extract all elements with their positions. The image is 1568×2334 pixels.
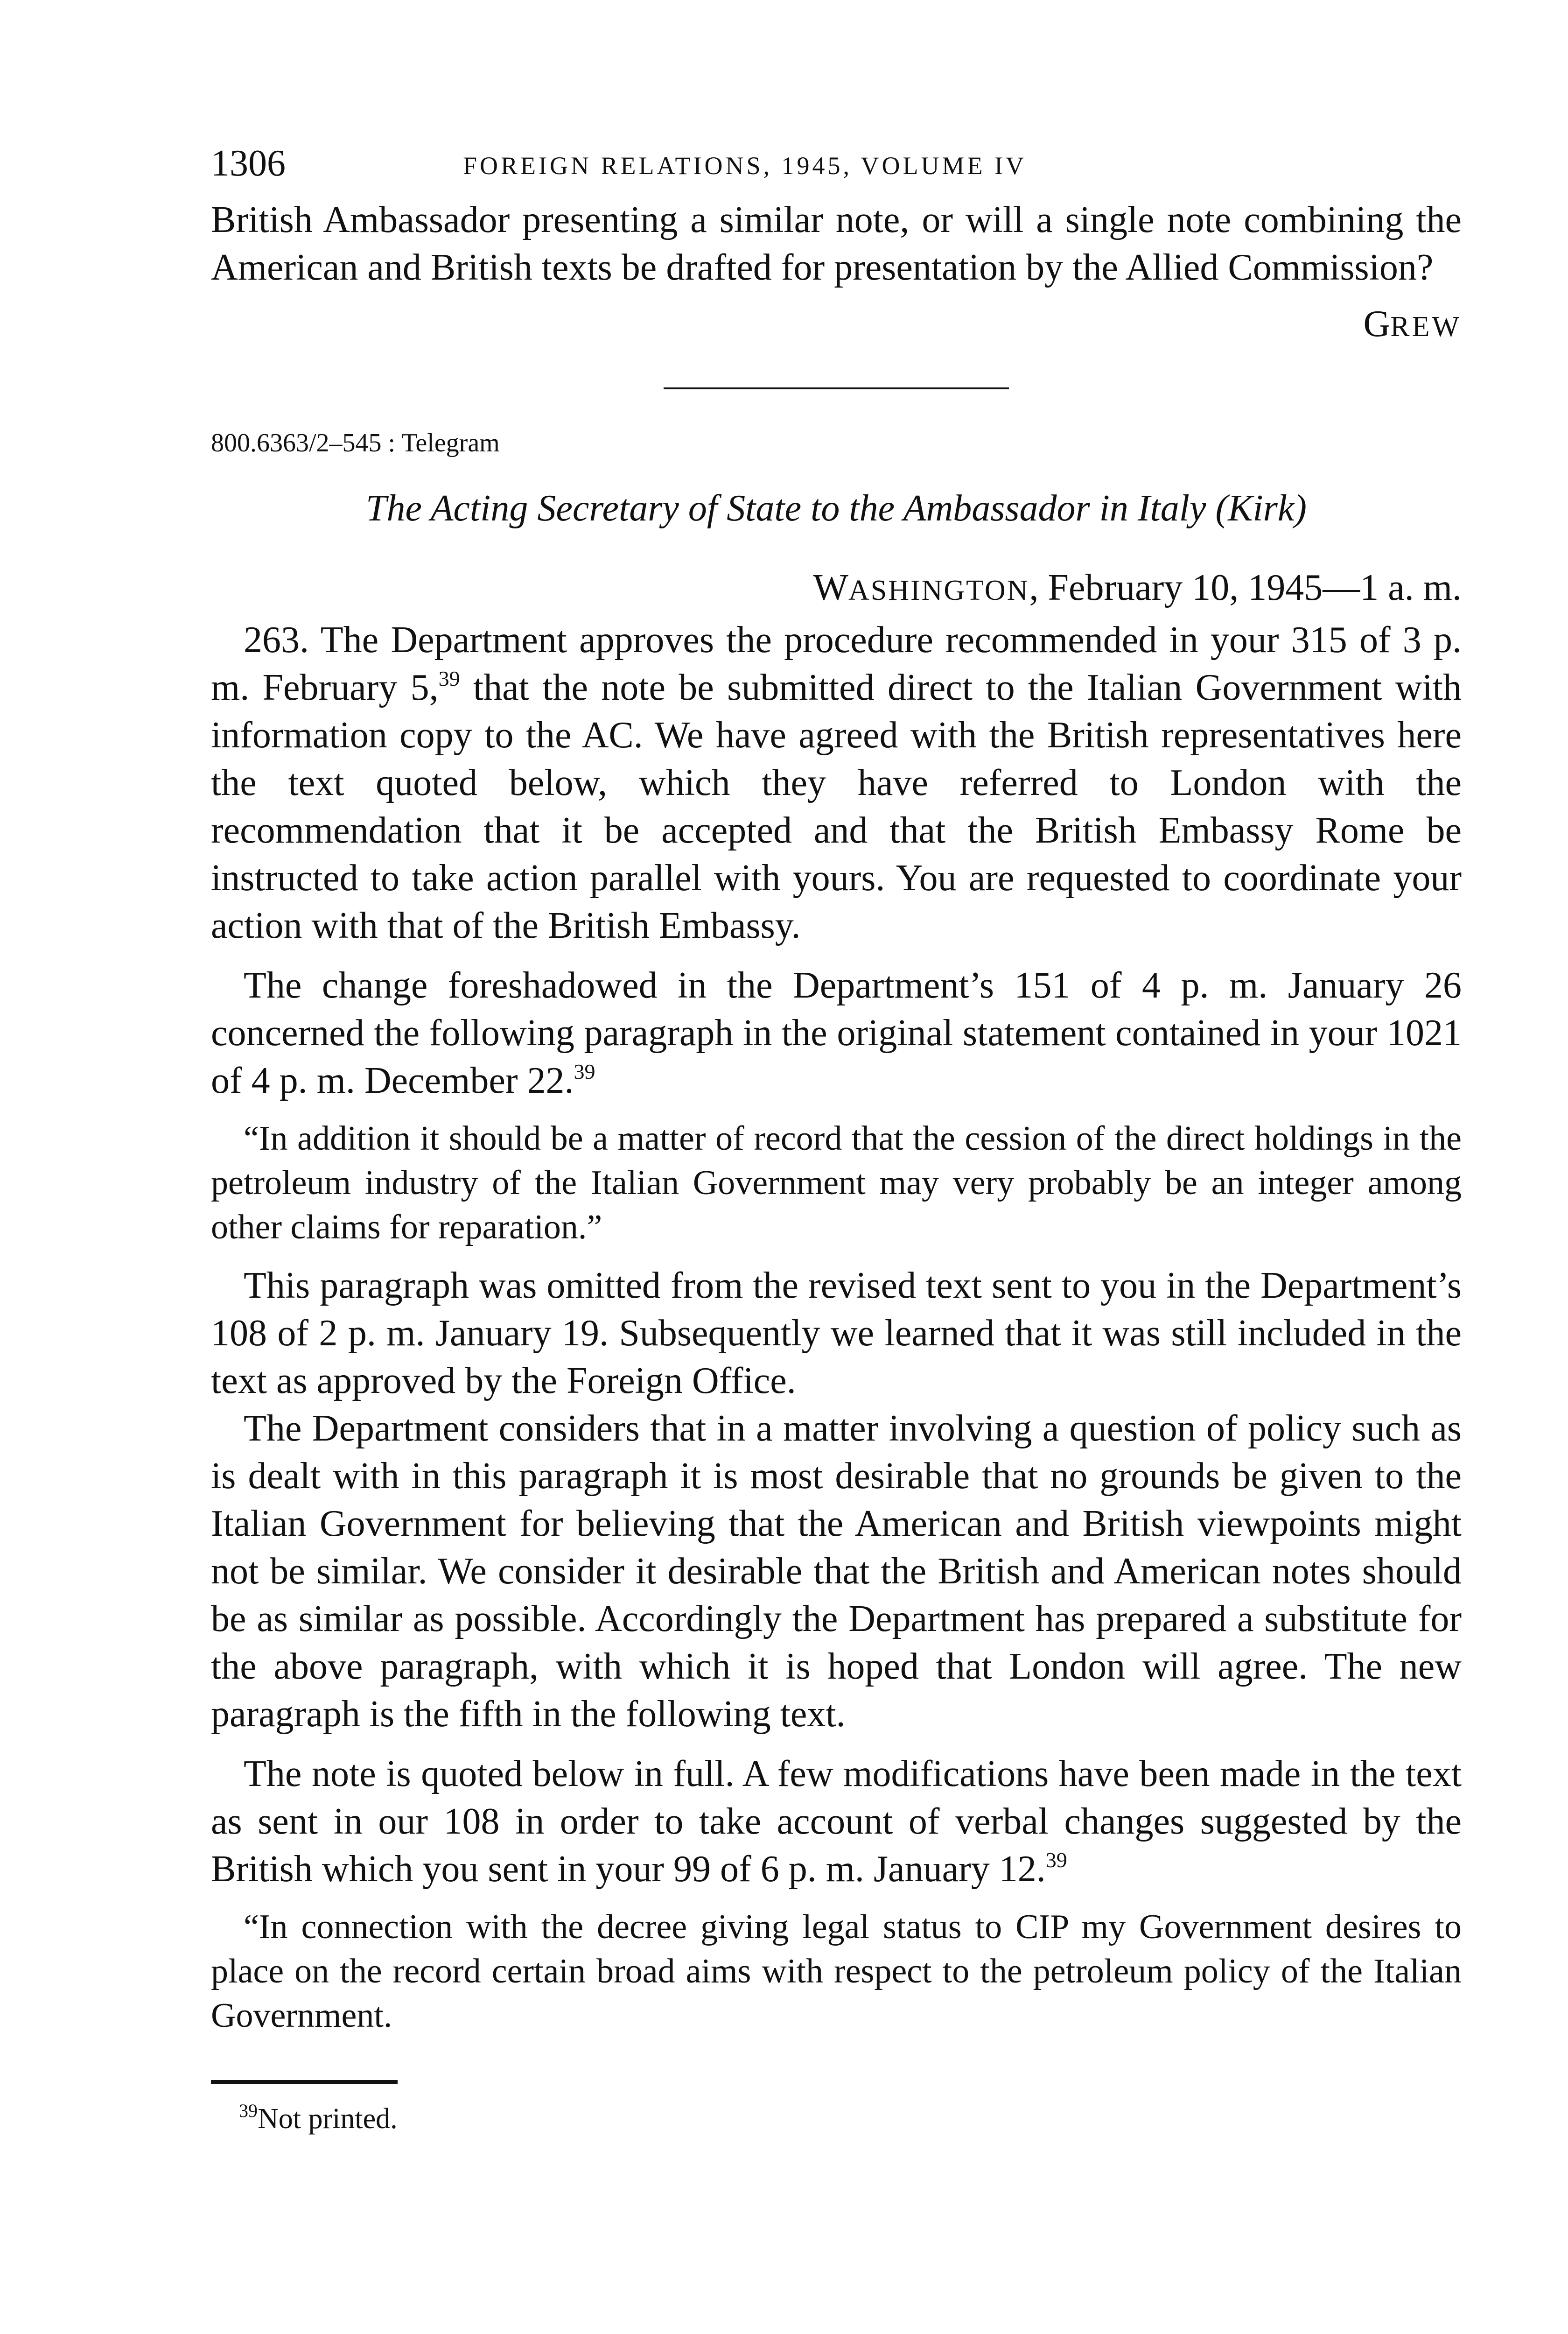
quoted-paragraph-1: “In addition it should be a matter of record that the cession of the direct holdings in the petroleum industry of the Italian Government may very probably be an integer among other claims for reparation.” [211,1119,1462,1246]
paragraph-1: 263. The Department approves the procedure recommended in your 315 of 3 p. m. February 5,39 that the note be submitted direct to the Italian Government with information copy to the AC. We have agreed with the British representatives here the text quoted below, which they have referred to London with the recommendation that it be accepted and that the British Embassy Rome be instructed to take action parallel with yours. You are requested to coordinate your action with that of the British Embassy. [211,619,1462,946]
place-name: WASHINGTON [813,567,1029,608]
quoted-paragraph-2: “In connection with the decree giving legal status to CIP my Government desires to place on the record certain broad aims with respect to the petroleum policy of the Italian Government. [211,1908,1462,2035]
footnote-divider [211,2080,398,2084]
section-divider [664,387,1009,389]
previous-document-closing: British Ambassador presenting a similar note, or will a single note combining the American and British texts be drafted for presentation by the Allied Commission? [211,199,1462,288]
date-text: , February 10, 1945—1 a. m. [1029,567,1462,608]
file-reference: 800.6363/2–545 : Telegram [211,429,500,457]
footnote-text: Not printed. [258,2103,398,2135]
footnote [211,2098,1462,2140]
paragraph-5: The note is quoted below in full. A few modifications have been made in the text as sent in our 108 in order to take account of verbal changes suggested by the British which you sent in your 99 of 6 p. m. January 12.39 [211,1753,1462,1890]
document-title: The Acting Secretary of State to the Ambassador in Italy (Kirk) [365,488,1307,529]
paragraph-4: The Department considers that in a matter involving a question of policy such as is dealt with in this paragraph it is most desirable that no grounds be given to the Italian Government for believing that the American and British viewpoints might not be similar. We consider it desirable that the British and American notes should be as similar as possible. Accordingly the Department has prepared a substitute for the above paragraph, with which it is hoped that London will agree. The new paragraph is the fifth in the following text. [211,1408,1462,1735]
signature: GREW [1363,303,1462,344]
page-number: 1306 [211,143,286,184]
document-page [211,140,1462,2140]
footnote-ref: 39 [574,1060,595,1083]
running-title: FOREIGN RELATIONS, 1945, VOLUME IV [463,152,1027,180]
footnote-marker: 39 [239,2100,258,2121]
paragraph-3: This paragraph was omitted from the revised text sent to you in the Department’s 108 of 2 p. m. January 19. Subsequently we learned that it was still included in the text as approved by the Foreign Office. [211,1265,1462,1401]
paragraph-2: The change foreshadowed in the Department’s 151 of 4 p. m. January 26 concerned the following paragraph in the original statement contained in your 1021 of 4 p. m. December 22.39 [211,965,1462,1101]
dateline [211,562,1462,616]
footnote-ref: 39 [438,667,460,690]
running-header [211,140,1462,196]
footnote-ref: 39 [1045,1848,1067,1872]
